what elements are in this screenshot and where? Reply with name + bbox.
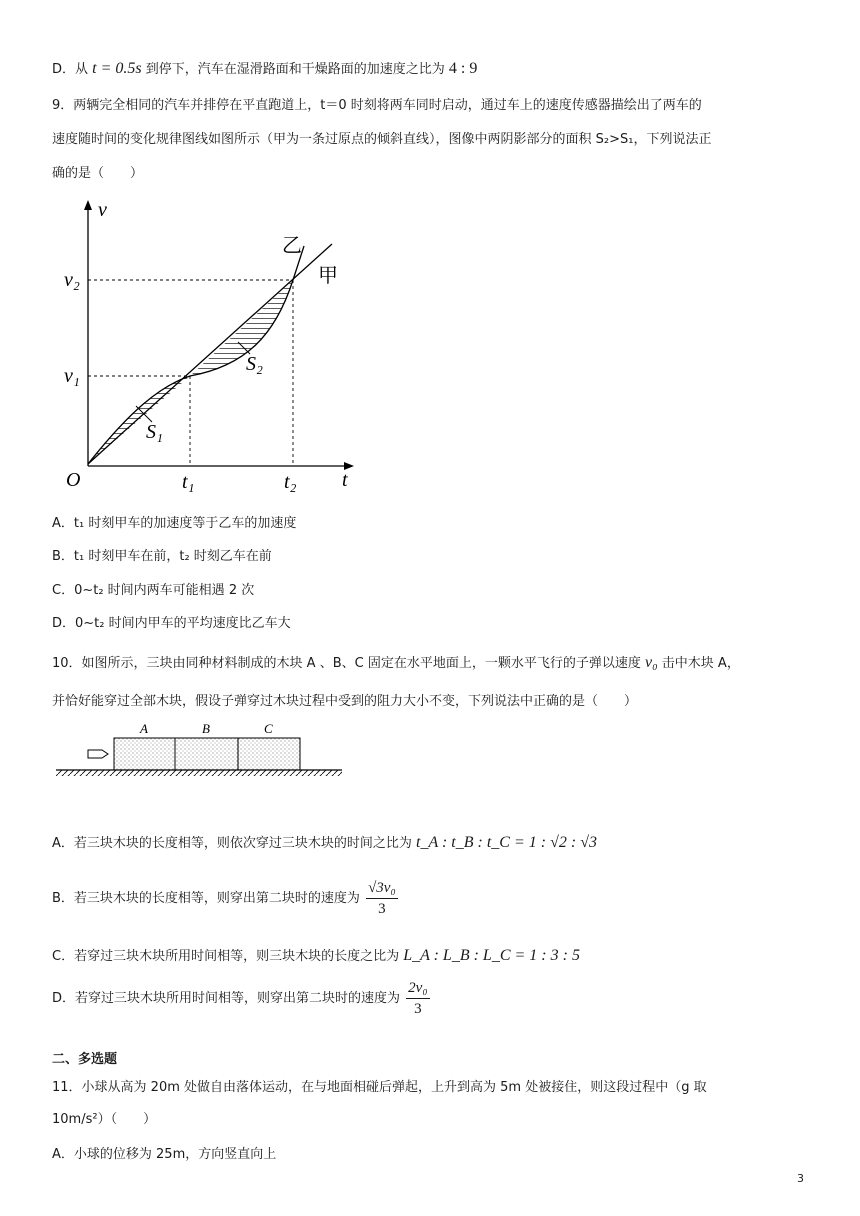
q10-opta-text: A．若三块木块的长度相等，则依次穿过三块木块的时间之比为: [52, 836, 412, 851]
label-jia: 甲: [318, 263, 338, 287]
label-t1: t₁: [182, 471, 195, 493]
q10-optc-text: C．若穿过三块木块所用时间相等，则三块木块的长度之比为: [52, 949, 400, 964]
label-block-a: A: [140, 721, 148, 736]
q10-stem-text-a: 10．如图所示，三块由同种材料制成的木块 A 、B、C 固定在水平地面上，一颗水平飞行的子弹以速度: [52, 656, 641, 671]
q11-stem-line2: 10m/s²）（ ）: [52, 1112, 157, 1127]
q9-option-d: D．0~t₂ 时间内甲车的平均速度比乙车大: [52, 616, 291, 631]
q10-optd-text: D．若穿过三块木块所用时间相等，则穿出第二块时的速度为: [52, 991, 401, 1006]
q10-stem-text-b: 击中木块 A，: [661, 656, 740, 671]
q10-option-a: [52, 832, 597, 852]
q10-optc-ratio: L_A : L_B : L_C = 1 : 3 : 5: [403, 947, 580, 964]
q8-optd-text: 到停下，汽车在湿滑路面和干燥路面的加速度之比为: [145, 62, 445, 77]
q9-option-a: A．t₁ 时刻甲车的加速度等于乙车的加速度: [52, 516, 297, 531]
label-t2: t₂: [284, 471, 297, 493]
q10-stem-line2: 并恰好能穿过全部木块，假设子弹穿过木块过程中受到的阻力大小不变，下列说法中正确的是（ ）: [52, 694, 638, 709]
q10-option-d: [52, 978, 430, 1019]
q9-vt-graph: [60, 196, 360, 496]
q10-option-b: [52, 878, 398, 919]
q9-option-b: B．t₁ 时刻甲车在前，t₂ 时刻乙车在前: [52, 549, 272, 564]
q11-option-a: A．小球的位移为 25m，方向竖直向上: [52, 1147, 277, 1162]
q10-optd-numerator: 2v₀: [406, 978, 429, 999]
label-v1: v₁: [64, 365, 80, 387]
q10-option-c: [52, 945, 580, 965]
line-jia: [88, 244, 332, 464]
q8-optd-prefix: D．从: [52, 62, 89, 77]
q9-stem-line2: 速度随时间的变化规律图线如图所示（甲为一条过原点的倾斜直线），图像中两阴影部分的面积 S₂>S₁，下列说法正: [52, 132, 712, 147]
q8-option-d: [52, 58, 477, 78]
q10-stem-v0: v₀: [644, 654, 658, 671]
area-s2: [190, 280, 293, 376]
v-axis-arrow: [84, 200, 92, 210]
q10-optb-numerator: √3v₀: [366, 878, 398, 899]
label-block-c: C: [264, 721, 273, 736]
bullet-icon: [88, 750, 108, 758]
label-v-axis: v: [98, 199, 107, 221]
label-s1: S₁: [146, 421, 163, 443]
label-yi: 乙: [282, 233, 302, 257]
label-v2: v₂: [64, 269, 80, 291]
label-origin: O: [66, 469, 81, 491]
q10-optb-text: B．若三块木块的长度相等，则穿出第二块时的速度为: [52, 891, 360, 906]
q9-option-c: C．0~t₂ 时间内两车可能相遇 2 次: [52, 583, 255, 598]
q10-optd-fraction: [406, 978, 429, 1019]
ground-hatch: [56, 770, 342, 776]
q10-optb-denominator: 3: [378, 901, 386, 917]
section-title-multiple-choice: 二、多选题: [52, 1052, 118, 1067]
page-number: 3: [797, 1172, 804, 1185]
q10-optd-denominator: 3: [414, 1001, 422, 1017]
label-t-axis: t: [342, 469, 348, 491]
block-c: [238, 738, 300, 770]
q10-opta-ratio: t_A : t_B : t_C = 1 : √2 : √3: [416, 834, 597, 851]
label-block-b: B: [202, 721, 210, 736]
block-b: [175, 738, 238, 770]
label-s2: S₂: [246, 353, 263, 375]
q10-blocks-diagram: [52, 720, 347, 780]
q10-optb-fraction: [366, 878, 398, 919]
q10-stem-line1: [52, 652, 740, 672]
block-a: [114, 738, 175, 770]
q11-stem-line1: 11．小球从高为 20m 处做自由落体运动，在与地面相碰后弹起，上升到高为 5m 处被接住，则这段过程中（g 取: [52, 1080, 707, 1095]
q8-optd-ratio: 4 : 9: [448, 60, 478, 77]
q9-stem-line1: 9．两辆完全相同的汽车并排停在平直跑道上，t＝0 时刻将两车同时启动，通过车上的速度传感器描绘出了两车的: [52, 98, 702, 113]
q8-optd-time: t = 0.5s: [92, 60, 142, 77]
q9-stem-line3: 确的是（ ）: [52, 166, 144, 181]
